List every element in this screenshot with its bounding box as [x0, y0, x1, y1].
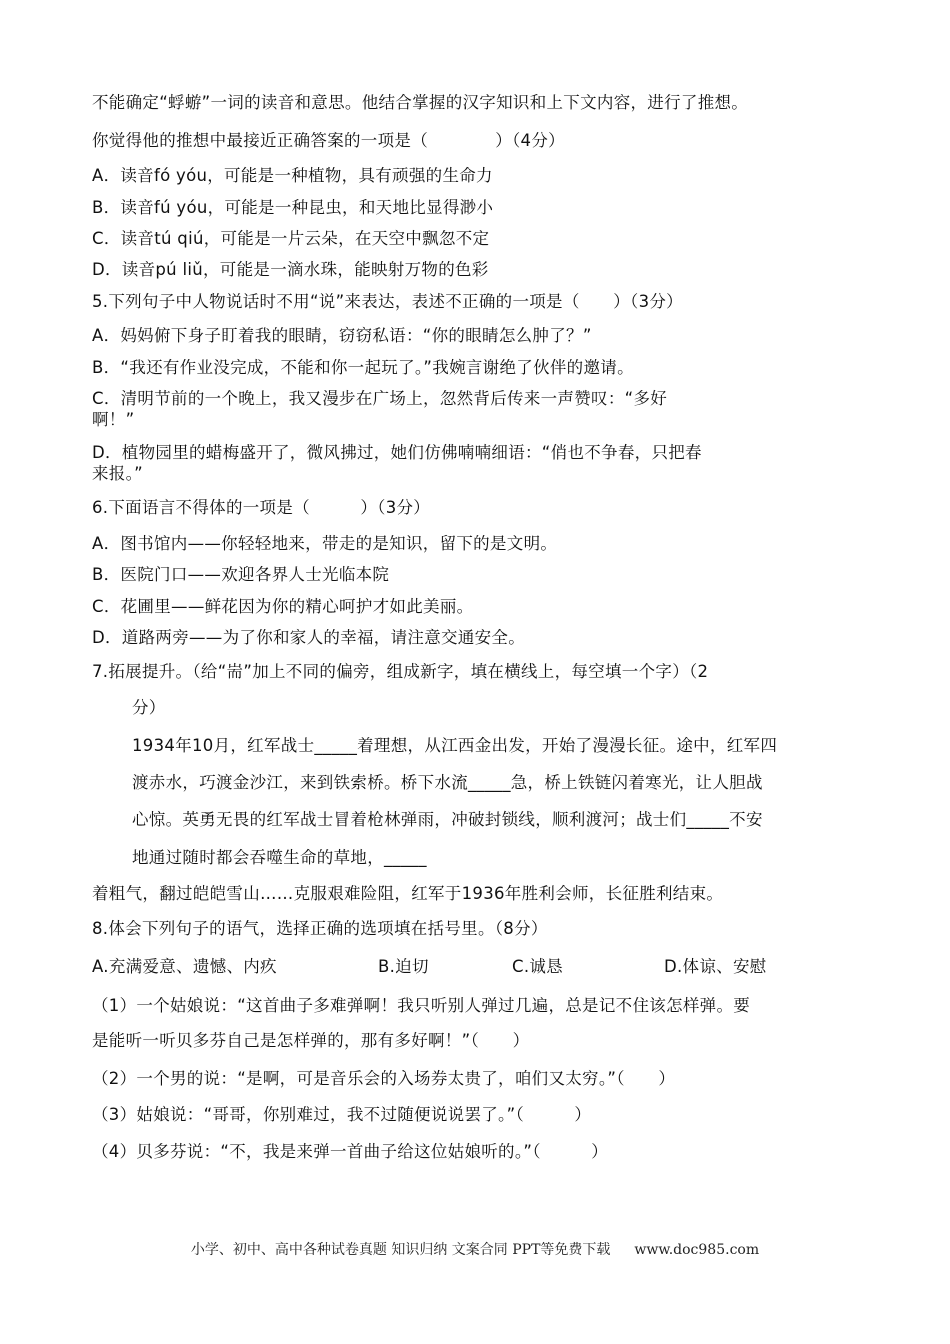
q8-sentence-4: （4）贝多芬说：“不，我是来弹一首曲子给这位姑娘听的。”（ ）	[92, 1142, 608, 1161]
q7-passage-line-2: 渡赤水，巧渡金沙江，来到铁索桥。桥下水流_____急，桥上铁链闪着寒光，让人胆战	[132, 773, 763, 792]
q5-option-d: D．植物园里的蜡梅盛开了，微风拂过，她们仿佛喃喃细语：“俏也不争春，只把春	[92, 443, 702, 462]
q8-stem: 8.体会下列句子的语气，选择正确的选项填在括号里。（8分）	[92, 919, 548, 938]
q8-sentence-2: （2）一个男的说：“是啊，可是音乐会的入场券太贵了，咱们又太穷。”（ ）	[92, 1069, 676, 1088]
q8-choice-b: B.迫切	[378, 957, 429, 976]
q7-passage-line-5: 着粗气，翻过皑皑雪山……克服艰难险阻，红军于1936年胜利会师，长征胜利结束。	[92, 884, 724, 903]
page-footer	[0, 1240, 950, 1260]
q7-stem: 7.拓展提升。（给“耑”加上不同的偏旁，组成新字，填在横线上，每空填一个字）（2	[92, 662, 709, 681]
q4-option-c: C．读音tú qiú，可能是一片云朵，在天空中飘忽不定	[92, 229, 490, 248]
q6-option-a: A．图书馆内——你轻轻地来，带走的是知识，留下的是文明。	[92, 534, 558, 553]
q7-passage-line-4: 地通过随时都会吞噬生命的草地，_____	[132, 848, 427, 867]
q4-question: 你觉得他的推想中最接近正确答案的一项是（ ）（4分）	[92, 131, 565, 150]
q5-option-c: C．清明节前的一个晚上，我又漫步在广场上，忽然背后传来一声赞叹：“多好	[92, 389, 668, 408]
q4-option-b: B．读音fú yóu，可能是一种昆虫，和天地比显得渺小	[92, 198, 494, 217]
q6-option-d: D．道路两旁——为了你和家人的幸福，请注意交通安全。	[92, 628, 526, 647]
q8-sentence-3: （3）姑娘说：“哥哥，你别难过，我不过随便说说罢了。”（ ）	[92, 1105, 592, 1124]
q4-option-d: D．读音pú liǔ，可能是一滴水珠，能映射万物的色彩	[92, 260, 489, 279]
q5-option-a: A．妈妈俯下身子盯着我的眼睛，窃窃私语：“你的眼睛怎么肿了？”	[92, 326, 592, 345]
q8-sentence-1: （1）一个姑娘说：“这首曲子多难弹啊！我只听别人弹过几遍，总是记不住该怎样弹。要	[92, 996, 751, 1015]
q8-sentence-1-cont: 是能听一听贝多芬自己是怎样弹的，那有多好啊！”（ ）	[92, 1031, 530, 1050]
q6-option-c: C．花圃里——鲜花因为你的精心呵护才如此美丽。	[92, 597, 474, 616]
q8-choice-a: A.充满爱意、遗憾、内疚	[92, 957, 277, 976]
q4-option-a: A．读音fó yóu，可能是一种植物，具有顽强的生命力	[92, 166, 493, 185]
q8-choice-c: C.诚恳	[512, 957, 563, 976]
q7-stem-cont: 分）	[132, 698, 166, 717]
q7-passage-line-1: 1934年10月，红军战士_____着理想，从江西金出发，开始了漫漫长征。途中，红军四	[132, 736, 778, 755]
q7-passage-line-3: 心惊。英勇无畏的红军战士冒着枪林弹雨，冲破封锁线，顺利渡河；战士们_____不安	[132, 810, 763, 829]
footer-text: 小学、初中、高中各种试卷真题 知识归纳 文案合同 PPT等免费下载	[190, 1242, 611, 1258]
q8-choice-d: D.体谅、安慰	[664, 957, 767, 976]
q5-option-b: B．“我还有作业没完成，不能和你一起玩了。”我婉言谢绝了伙伴的邀请。	[92, 358, 634, 377]
q5-option-d-cont: 来报。”	[92, 464, 143, 483]
footer-url: www.doc985.com	[634, 1242, 760, 1258]
q6-stem: 6.下面语言不得体的一项是（ ）（3分）	[92, 498, 431, 517]
q4-context-line-1: 不能确定“蜉蝣”一词的读音和意思。他结合掌握的汉字知识和上下文内容，进行了推想。	[92, 93, 749, 112]
q5-option-c-cont: 啊！”	[92, 410, 135, 429]
q5-stem: 5.下列句子中人物说话时不用“说”来表达，表述不正确的一项是（ ）（3分）	[92, 292, 683, 311]
q6-option-b: B．医院门口——欢迎各界人士光临本院	[92, 565, 390, 584]
